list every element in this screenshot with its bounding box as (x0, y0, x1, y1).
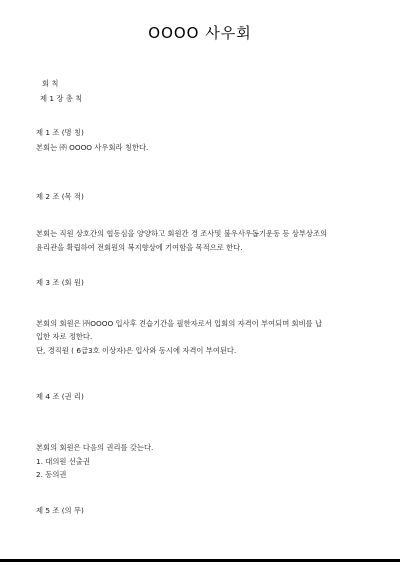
article-3-body-line-1: 본회의 회원은 ㈜OOOO 입사후 견습기간을 필한자로서 입회의 자격이 부여되며 회비를 납 (36, 319, 323, 328)
article-3-body-line-2: 입한 자로 정한다. (36, 332, 93, 341)
article-4-heading: 제 4 조 (권 리) (36, 392, 84, 401)
article-4-item-1: 1. 대의원 선출권 (36, 457, 90, 466)
article-1-body: 본회는 ㈜ OOOO 사우회라 칭한다. (36, 143, 149, 152)
article-4-body: 본회의 회원은 다음의 권리를 갖는다. (36, 443, 154, 452)
rules-heading: 회 칙 (42, 79, 59, 88)
chapter-heading: 제 1 장 총 칙 (40, 94, 83, 103)
article-5-heading: 제 5 조 (의 무) (36, 506, 84, 515)
article-3-body-line-3: 단, 경직원 ( 6급3호 이상자)은 입사와 동시에 자격이 부여된다. (36, 346, 237, 355)
article-2-body-line-1: 본회는 직원 상호간의 협동심을 양양하고 회원간 경 조사및 불우사우돕기운동 등 상부상조의 (36, 229, 328, 238)
bottom-border (0, 559, 400, 562)
document-title: OOOO 사우회 (148, 24, 252, 42)
article-2-body-line-2: 윤리관을 확립하여 전회원의 복지향상에 기여함을 목적으로 한다. (36, 243, 243, 252)
article-3-heading: 제 3 조 (회 원) (36, 278, 84, 287)
article-2-heading: 제 2 조 (목 적) (36, 192, 84, 201)
article-1-heading: 제 1 조 (명 칭) (36, 128, 84, 137)
article-4-item-2: 2. 동의권 (36, 470, 67, 479)
